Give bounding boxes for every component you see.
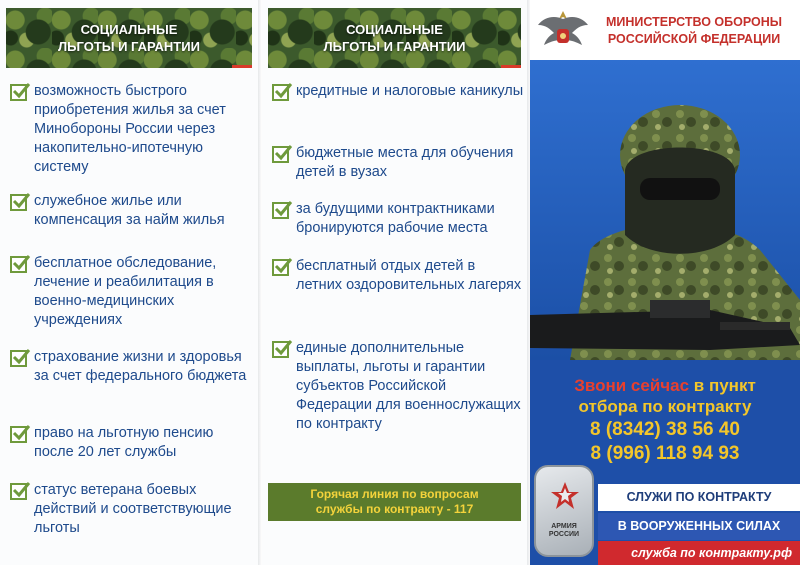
list-item-text: право на льготную пенсию после 20 лет службы (34, 425, 214, 460)
list-item (272, 257, 525, 295)
checkmark-icon (10, 194, 27, 211)
header-accent (501, 65, 521, 68)
soldier-photo (530, 60, 800, 360)
list-item (272, 200, 525, 238)
panel-cover (530, 0, 800, 565)
checkmark-icon (10, 350, 27, 367)
list-item (10, 82, 250, 177)
call-line-1 (530, 376, 800, 396)
list-item-text: возможность быстрого приобретения жилья за счет Минобороны России через накопительно-ипотечную систему (34, 83, 226, 175)
panel-header (6, 8, 252, 68)
checkmark-icon (10, 426, 27, 443)
cover-header (530, 0, 800, 60)
list-item-text: единые дополнительные выплаты, льготы и гарантии субъектов Российской Федерации для военнослужащих по контракту (296, 340, 521, 432)
website-band[interactable]: служба по контракту.рф (598, 541, 800, 565)
call-line-2: отбора по контракту (578, 397, 752, 416)
ministry-title: МИНИСТЕРСТВО ОБОРОНЫ РОССИЙСКОЙ ФЕДЕРАЦИИ (606, 15, 782, 46)
list-item (10, 348, 250, 386)
checkmark-icon (10, 84, 27, 101)
hotline-banner: Горячая линия по вопросам службы по контракту - 117 (268, 483, 521, 521)
checkmark-icon (10, 256, 27, 273)
list-item-text: страхование жизни и здоровья за счет федерального бюджета (34, 349, 247, 384)
list-item-text: служебное жилье или компенсация за найм жилья (34, 193, 225, 228)
list-item-text: кредитные и налоговые каникулы (296, 83, 524, 99)
checkmark-icon (272, 146, 289, 163)
panel-left (0, 0, 258, 565)
checkmark-icon (10, 483, 27, 500)
checkmark-icon (272, 202, 289, 219)
call-to: в пункт (693, 376, 756, 395)
list-item (10, 192, 250, 230)
panel-header-title: СОЦИАЛЬНЫЕ ЛЬГОТЫ И ГАРАНТИИ (323, 22, 466, 54)
phone-number-1[interactable]: 8 (8342) 38 56 40 (589, 419, 740, 440)
header-accent (232, 65, 252, 68)
list-item-text: бесплатный отдых детей в летних оздоровительных лагерях (296, 258, 522, 293)
star-icon (550, 481, 580, 511)
panel-middle (262, 0, 527, 565)
slogan-band-white: СЛУЖИ ПО КОНТРАКТУ (598, 484, 800, 511)
call-block (530, 376, 800, 466)
checkmark-icon (272, 341, 289, 358)
list-item (272, 144, 525, 182)
army-dogtag-logo (534, 465, 594, 557)
list-item (272, 339, 525, 434)
list-item-text: за будущими контрактниками бронируются рабочие места (296, 201, 495, 236)
list-item (10, 481, 250, 538)
list-item (10, 424, 250, 462)
call-now: Звони сейчас (574, 376, 690, 395)
eagle-emblem-icon (536, 5, 590, 55)
phone-number-2[interactable]: 8 (996) 118 94 93 (590, 443, 740, 464)
list-item-text: статус ветерана боевых действий и соответствующие льготы (34, 482, 232, 536)
list-item-text: бесплатное обследование, лечение и реабилитация в военно-медицинских учреждениях (34, 255, 217, 328)
list-item-text: бюджетные места для обучения детей в вузах (296, 145, 514, 180)
panel-header (268, 8, 521, 68)
checkmark-icon (272, 84, 289, 101)
list-item (272, 82, 525, 101)
slogan-band-blue: В ВООРУЖЕННЫХ СИЛАХ (598, 513, 800, 540)
checkmark-icon (272, 259, 289, 276)
panel-header-title: СОЦИАЛЬНЫЕ ЛЬГОТЫ И ГАРАНТИИ (58, 22, 200, 54)
army-logo-text: АРМИЯ РОССИИ (548, 523, 580, 538)
list-item (10, 254, 250, 330)
